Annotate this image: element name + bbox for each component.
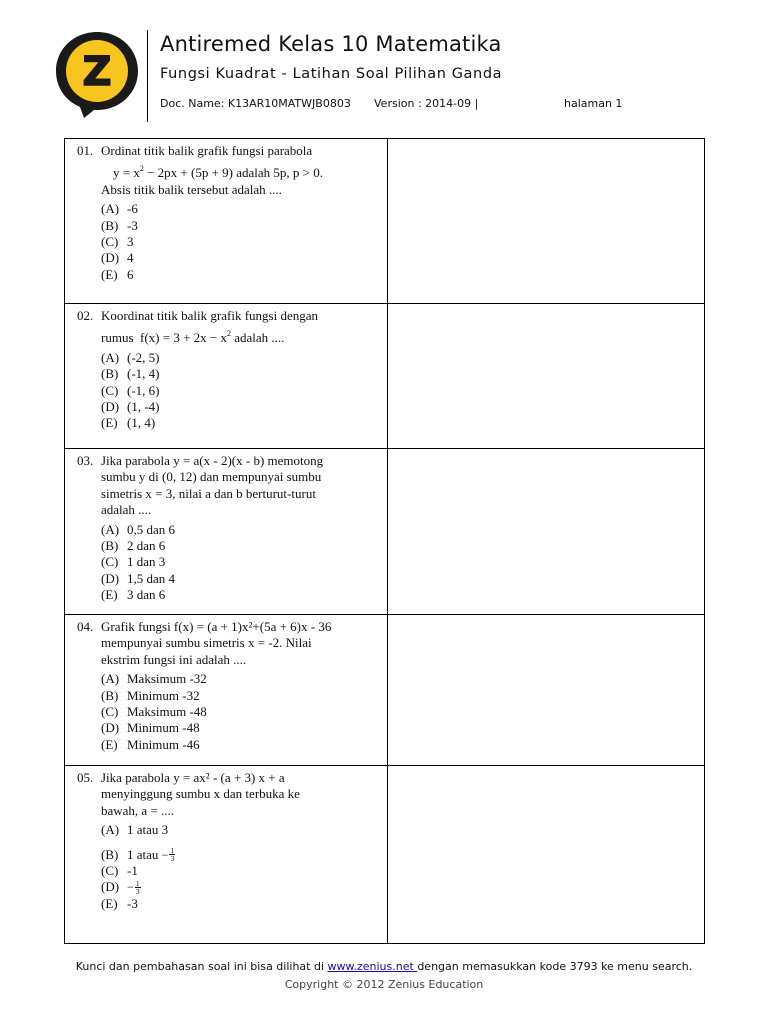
question-3 (65, 449, 387, 608)
answer-options (101, 201, 381, 283)
option-b: (B) Minimum -32 (101, 687, 200, 703)
option-e: (E) 3 dan 6 (101, 587, 166, 603)
question-text-line: simetris x = 3, nilai a dan b berturut-turut (101, 485, 316, 501)
question-text: Koordinat titik balik grafik fungsi dengan (101, 308, 318, 323)
option-a: (A) 0,5 dan 6 (101, 521, 176, 537)
question-text-line: Jika parabola y = a(x - 2)(x - b) memotong (101, 453, 324, 468)
zenius-link[interactable]: www.zenius.net (327, 960, 418, 973)
answer-options (101, 522, 381, 604)
page-number: halaman 1 (564, 97, 623, 110)
option-c: (C) (-1, 6) (101, 382, 160, 398)
question-text-line: mempunyai sumbu simetris x = -2. Nilai (101, 635, 312, 651)
zenius-logo (54, 30, 140, 120)
question-formula: $y = x^2 - 2px + (5p + 9)$ adalah 5p, p > 0. (113, 164, 323, 181)
option-d: (D) 1,5 dan 4 (101, 570, 176, 586)
question-number: 05. (77, 770, 94, 785)
logo-letter: Z (82, 49, 112, 95)
question-row-2 (65, 304, 705, 449)
question-number: 04. (77, 619, 94, 634)
option-b: (B) 1 atau − 1 3 (101, 846, 175, 864)
header-divider (147, 30, 148, 122)
question-text-line: adalah .... (101, 502, 152, 518)
option-b: (B) (-1, 4) (101, 366, 160, 382)
question-row-5 (65, 766, 705, 944)
option-c: (C) -1 (101, 863, 138, 879)
question-row-4 (65, 615, 705, 766)
answer-space-5 (388, 766, 705, 944)
option-e: (E) 6 (101, 266, 134, 282)
option-d: (D) − 1 3 (101, 879, 140, 897)
option-a: (A) Maksimum -32 (101, 671, 207, 687)
doc-name: Doc. Name: K13AR10MATWJB0803 (160, 97, 351, 110)
option-c: (C) Maksimum -48 (101, 704, 207, 720)
option-e: (E) (1, 4) (101, 415, 156, 431)
question-text-line: ekstrim fungsi ini adalah .... (101, 651, 247, 667)
question-text: Absis titik balik tersebut adalah .... (101, 181, 282, 197)
option-b: (B) 2 dan 6 (101, 538, 166, 554)
question-number: 02. (77, 308, 94, 323)
question-row-1 (65, 139, 705, 304)
answer-options (101, 822, 381, 912)
option-d: (D) (1, -4) (101, 399, 160, 415)
answer-space-3 (388, 449, 705, 615)
question-text-line: Jika parabola y = ax² - (a + 3) x + a (101, 770, 285, 785)
question-text-line: bawah, a = .... (101, 802, 175, 818)
answer-space-1 (388, 139, 705, 304)
option-d: (D) Minimum -48 (101, 720, 200, 736)
page-title: Antiremed Kelas 10 Matematika (160, 32, 502, 56)
question-text: Ordinat titik balik grafik fungsi parabola (101, 143, 313, 158)
question-2 (65, 304, 387, 436)
option-e: (E) Minimum -46 (101, 736, 200, 752)
question-text-line: Grafik fungsi f(x) = (a + 1)x²+(5a + 6)x - 36 (101, 619, 332, 634)
option-a: (A) 1 atau 3 (101, 822, 169, 838)
footer-note: Kunci dan pembahasan soal ini bisa dilihat di www.zenius.net dengan memasukkan kode 3793 ke menu search. (75, 960, 693, 973)
option-e: (E) -3 (101, 895, 138, 911)
option-a: (A) (-2, 5) (101, 349, 160, 365)
question-text-line: sumbu y di (0, 12) dan mempunyai sumbu (101, 469, 322, 485)
question-formula: rumus $f(x) = 3 + 2x - x^2$ adalah .... (101, 329, 285, 346)
option-c: (C) 3 (101, 234, 134, 250)
fraction-one-third: 1 3 (170, 846, 175, 864)
answer-space-4 (388, 615, 705, 766)
question-5 (65, 766, 387, 916)
question-number: 01. (77, 143, 94, 158)
question-table (64, 138, 705, 944)
option-d: (D) 4 (101, 250, 134, 266)
option-c: (C) 1 dan 3 (101, 554, 166, 570)
option-b: (B) -3 (101, 217, 138, 233)
option-a: (A) -6 (101, 201, 138, 217)
question-1 (65, 139, 387, 287)
question-4 (65, 615, 387, 757)
answer-options (101, 350, 381, 432)
fraction-one-third: 1 3 (135, 879, 140, 897)
question-text-line: menyinggung sumbu x dan terbuka ke (101, 786, 300, 802)
doc-version: Version : 2014-09 | (374, 97, 479, 110)
copyright: Copyright © 2012 Zenius Education (284, 978, 484, 991)
question-row-3 (65, 449, 705, 615)
question-number: 03. (77, 453, 94, 468)
answer-space-2 (388, 304, 705, 449)
page-subtitle: Fungsi Kuadrat - Latihan Soal Pilihan Ganda (160, 66, 503, 82)
answer-options (101, 671, 381, 753)
